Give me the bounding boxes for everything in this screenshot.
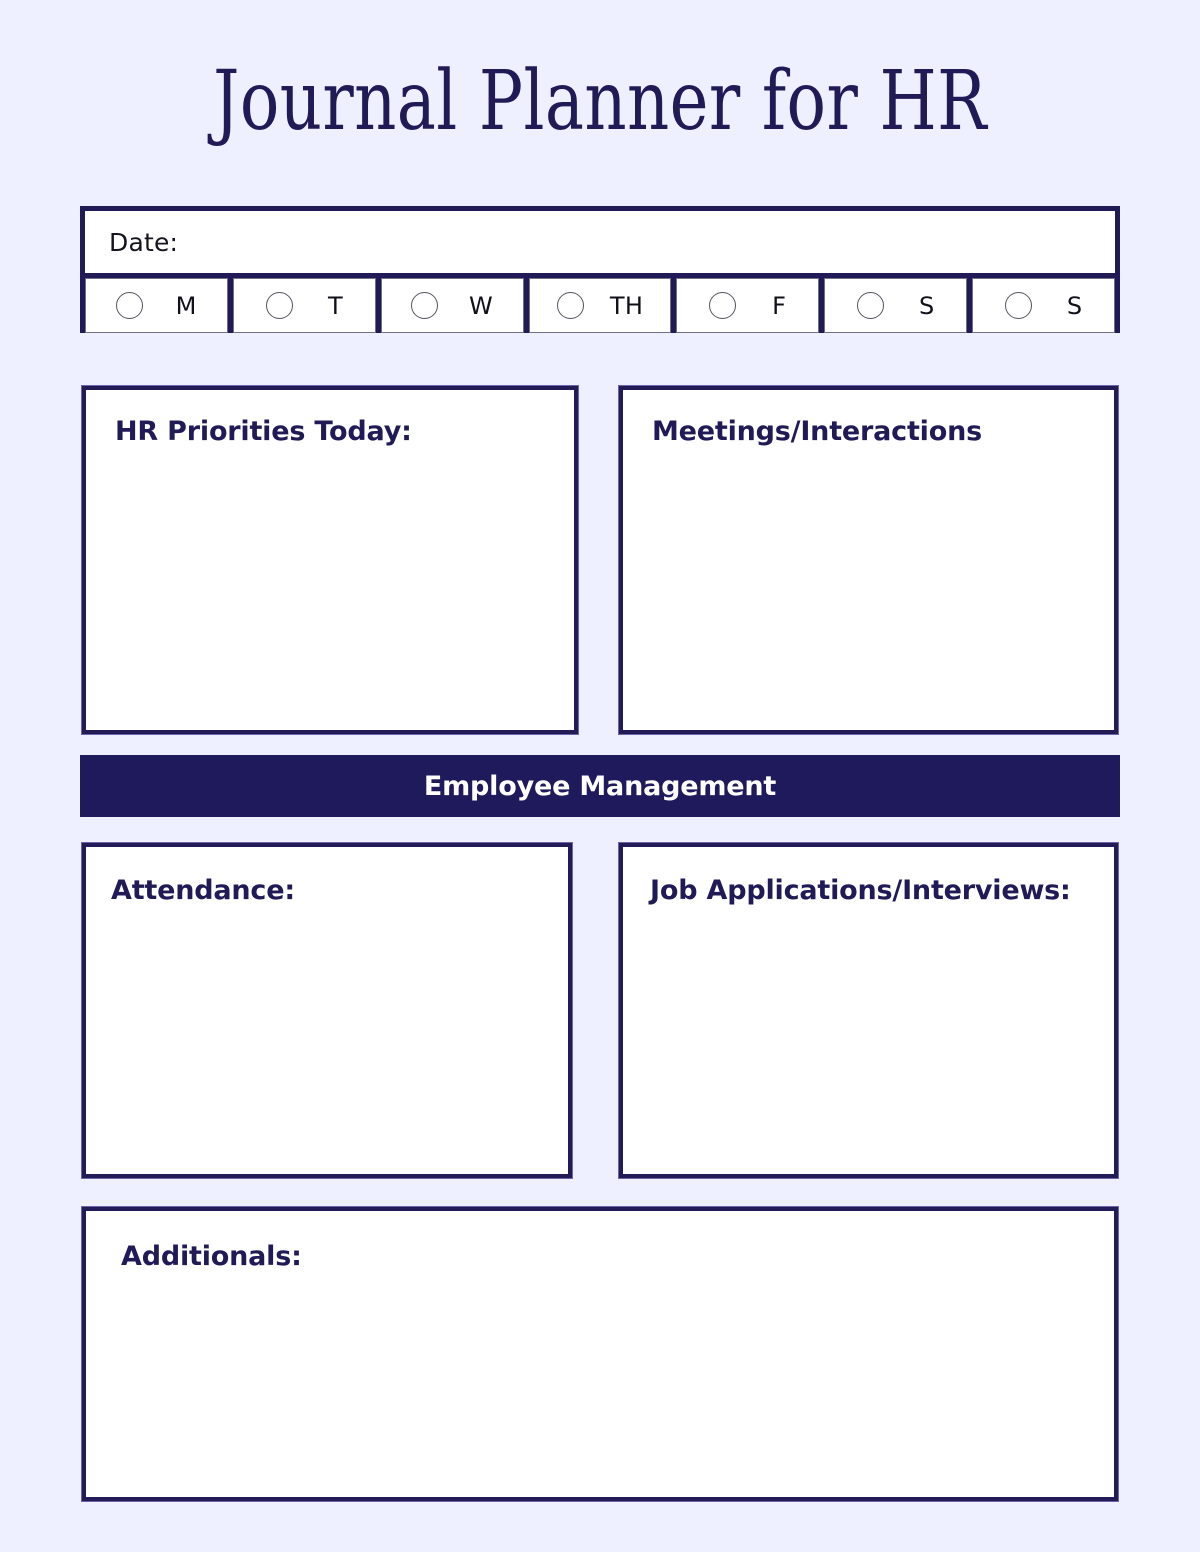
day-label-sunday: S	[1066, 291, 1083, 320]
checkbox-circle-icon[interactable]	[709, 292, 736, 319]
checkbox-circle-icon[interactable]	[266, 292, 293, 319]
job-applications-interviews-box[interactable]	[619, 843, 1118, 1178]
day-cell-wednesday[interactable]	[381, 278, 524, 333]
day-cell-friday[interactable]	[676, 278, 819, 333]
additionals-box[interactable]	[82, 1207, 1118, 1501]
attendance-box[interactable]	[82, 843, 572, 1178]
checkbox-circle-icon[interactable]	[116, 292, 143, 319]
day-cell-monday[interactable]	[85, 278, 228, 333]
day-label-tuesday: T	[327, 291, 343, 320]
day-cell-sunday[interactable]	[972, 278, 1115, 333]
date-and-day-selector	[80, 206, 1120, 333]
day-label-friday: F	[772, 291, 787, 320]
date-label: Date:	[109, 227, 179, 257]
meetings-interactions-title: Meetings/Interactions	[652, 416, 982, 447]
hr-priorities-box[interactable]	[82, 386, 578, 734]
day-label-saturday: S	[918, 291, 935, 320]
attendance-title: Attendance:	[111, 875, 295, 906]
day-cell-tuesday[interactable]	[233, 278, 376, 333]
additionals-title: Additionals:	[121, 1241, 302, 1272]
checkbox-circle-icon[interactable]	[557, 292, 584, 319]
day-cell-saturday[interactable]	[824, 278, 967, 333]
checkbox-circle-icon[interactable]	[857, 292, 884, 319]
employee-management-title: Employee Management	[423, 770, 777, 802]
day-label-monday: M	[175, 291, 197, 320]
hr-priorities-title: HR Priorities Today:	[115, 416, 412, 447]
checkbox-circle-icon[interactable]	[411, 292, 438, 319]
date-field-row[interactable]	[85, 211, 1115, 273]
day-label-thursday: TH	[609, 291, 644, 320]
employee-management-banner	[80, 755, 1120, 817]
page-title: Journal Planner for HR	[213, 54, 987, 149]
day-cell-thursday[interactable]	[529, 278, 672, 333]
checkbox-circle-icon[interactable]	[1005, 292, 1032, 319]
job-applications-interviews-title: Job Applications/Interviews:	[650, 875, 1071, 906]
meetings-interactions-box[interactable]	[619, 386, 1118, 734]
day-selector-row	[85, 278, 1115, 333]
day-label-wednesday: W	[469, 291, 494, 320]
